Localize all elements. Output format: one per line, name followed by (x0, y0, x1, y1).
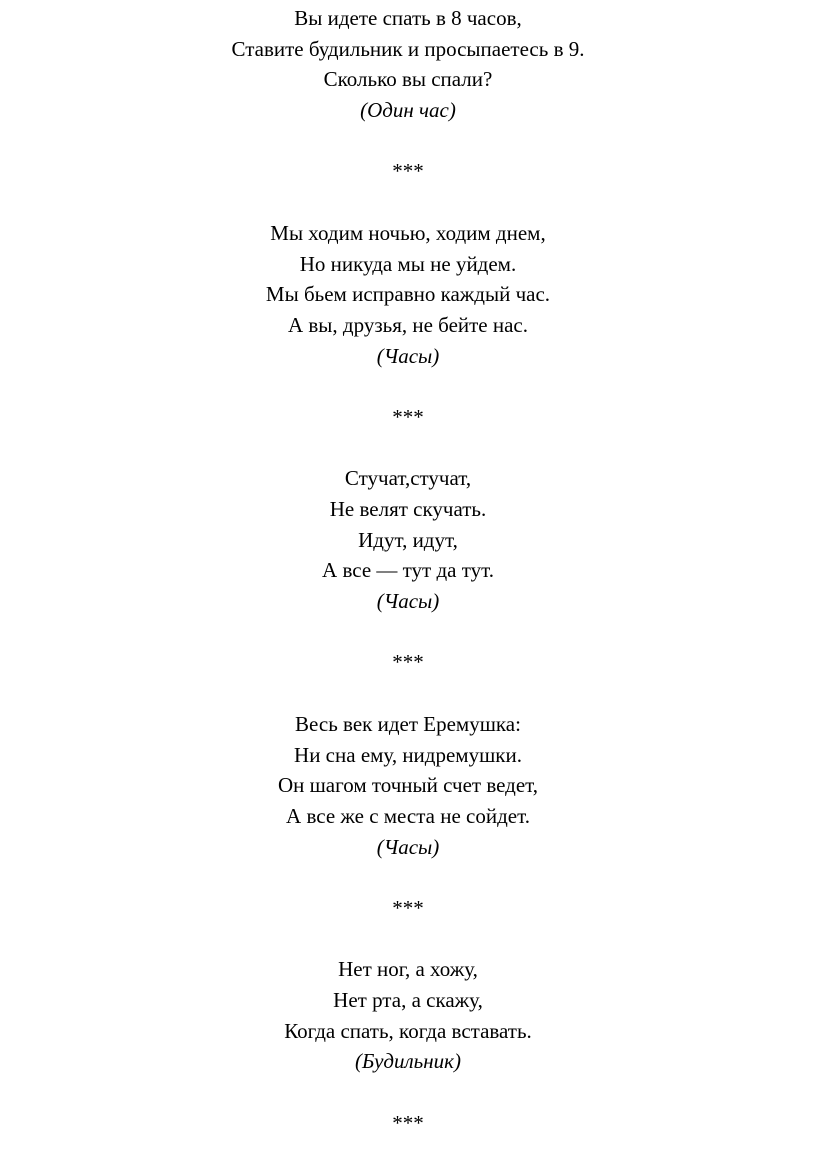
riddle-answer: (Один час) (360, 98, 456, 123)
riddle-line: Не велят скучать. (329, 497, 487, 521)
riddle-answer: (Часы) (376, 834, 440, 859)
riddle (0, 709, 816, 862)
blank-gap (0, 862, 816, 893)
riddle-line: А вы, друзья, не бейте нас. (287, 312, 529, 337)
riddle (0, 954, 816, 1077)
blank-gap (0, 187, 816, 218)
riddle-line: А все же с места не сойдет. (286, 803, 530, 828)
riddle-line: А все — тут да тут. (322, 558, 494, 583)
riddle-line: Мы бьем исправно каждый час. (265, 282, 551, 307)
separator: *** (392, 895, 424, 920)
separator: *** (392, 159, 424, 184)
riddle (0, 3, 816, 126)
separator: *** (392, 650, 424, 675)
riddle-line: Мы ходим ночью, ходим днем, (270, 220, 546, 245)
riddle-line: Нет рта, а скажу, (333, 988, 483, 1012)
riddle (0, 218, 816, 371)
riddle-line: Когда спать, когда вставать. (284, 1018, 532, 1043)
riddle-answer: (Будильник) (355, 1049, 461, 1074)
blank-gap (0, 924, 816, 955)
riddle-line: Ставите будильник и просыпаетесь в 9. (231, 36, 585, 61)
riddle-line: Нет ног, а хожу, (338, 957, 478, 982)
riddle-line: Весь век идет Еремушка: (295, 711, 521, 736)
riddle-line: Но никуда мы не уйдем. (299, 251, 517, 276)
riddle-line: Вы идете спать в 8 часов, (294, 6, 522, 30)
riddle-line: Стучат,стучат, (344, 466, 472, 491)
blank-gap (0, 371, 816, 402)
riddle-line: Сколько вы спали? (323, 67, 493, 92)
blank-gap (0, 617, 816, 648)
riddle-line: Он шагом точный счет ведет, (277, 773, 539, 798)
separator: *** (392, 404, 424, 429)
riddle-answer: (Часы) (376, 343, 440, 368)
blank-gap (0, 433, 816, 464)
blank-gap (0, 678, 816, 709)
riddle-line: Ни сна ему, нидремушки. (294, 742, 522, 767)
riddle-line: Идут, идут, (358, 527, 458, 552)
separator: *** (392, 1110, 424, 1135)
riddle-answer: (Часы) (376, 589, 440, 614)
blank-gap (0, 126, 816, 157)
document-page (0, 3, 816, 1138)
blank-gap (0, 1077, 816, 1108)
riddle (0, 463, 816, 616)
